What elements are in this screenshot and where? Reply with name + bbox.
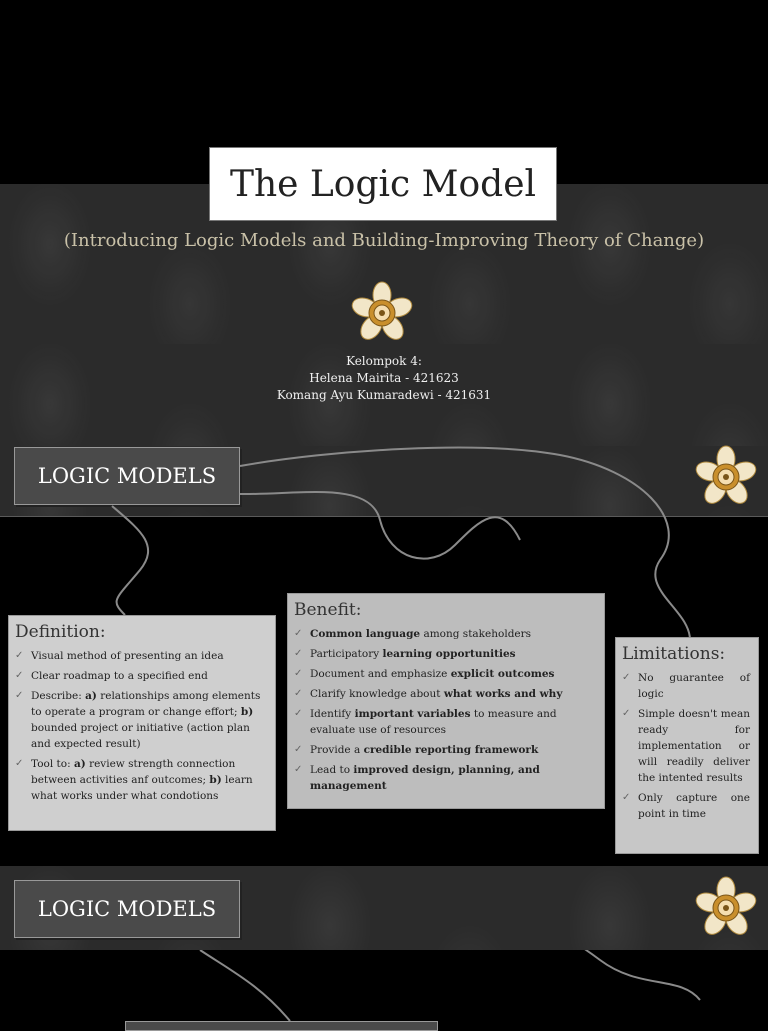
next-slide-box	[125, 1021, 438, 1031]
group-label: Kelompok 4:	[346, 354, 422, 368]
slide-title: The Logic Model	[209, 147, 557, 221]
limitations-list	[616, 670, 758, 822]
definition-heading: Definition:	[15, 622, 106, 642]
list-item: ✓ Common language among stakeholders	[294, 626, 596, 642]
list-item: ✓ Describe: a) relationships among elements to operate a program or change effort; b) bounded project or initiative (action plan and expected result)	[15, 688, 267, 752]
slide-subtitle: (Introducing Logic Models and Building-Improving Theory of Change)	[63, 230, 705, 251]
slide-label: LOGIC MODELS	[14, 880, 240, 938]
university-emblem-icon	[694, 445, 758, 509]
list-item: ✓ Provide a credible reporting framework	[294, 742, 596, 758]
benefit-list	[288, 626, 604, 794]
list-item: ✓ Simple doesn't mean ready for implementation or will readily deliver the intented results	[622, 706, 750, 786]
limitations-heading: Limitations:	[622, 644, 726, 664]
list-item: ✓ No guarantee of logic	[622, 670, 750, 702]
list-item: ✓ Lead to improved design, planning, and management	[294, 762, 596, 794]
definition-card	[8, 615, 276, 831]
group-info	[0, 353, 768, 404]
band-divider	[0, 516, 768, 517]
list-item: ✓ Only capture one point in time	[622, 790, 750, 822]
list-item: ✓ Visual method of presenting an idea	[15, 648, 267, 664]
member-name: Komang Ayu Kumaradewi - 421631	[276, 388, 492, 402]
limitations-card	[615, 637, 759, 854]
member-name: Helena Mairita - 421623	[309, 371, 459, 385]
benefit-heading: Benefit:	[294, 600, 362, 620]
list-item: ✓ Clarify knowledge about what works and why	[294, 686, 596, 702]
list-item: ✓ Participatory learning opportunities	[294, 646, 596, 662]
list-item: ✓ Identify important variables to measure and evaluate use of resources	[294, 706, 596, 738]
university-emblem-icon	[350, 281, 414, 345]
connector-line	[200, 950, 290, 1021]
list-item: ✓ Clear roadmap to a specified end	[15, 668, 267, 684]
slide-label: LOGIC MODELS	[14, 447, 240, 505]
connector-line	[112, 506, 148, 615]
list-item: ✓ Tool to: a) review strength connection between activities anf outcomes; b) learn what works under what condotions	[15, 756, 267, 804]
definition-list	[9, 648, 275, 804]
list-item: ✓ Document and emphasize explicit outcomes	[294, 666, 596, 682]
benefit-card	[287, 593, 605, 809]
university-emblem-icon	[694, 876, 758, 940]
